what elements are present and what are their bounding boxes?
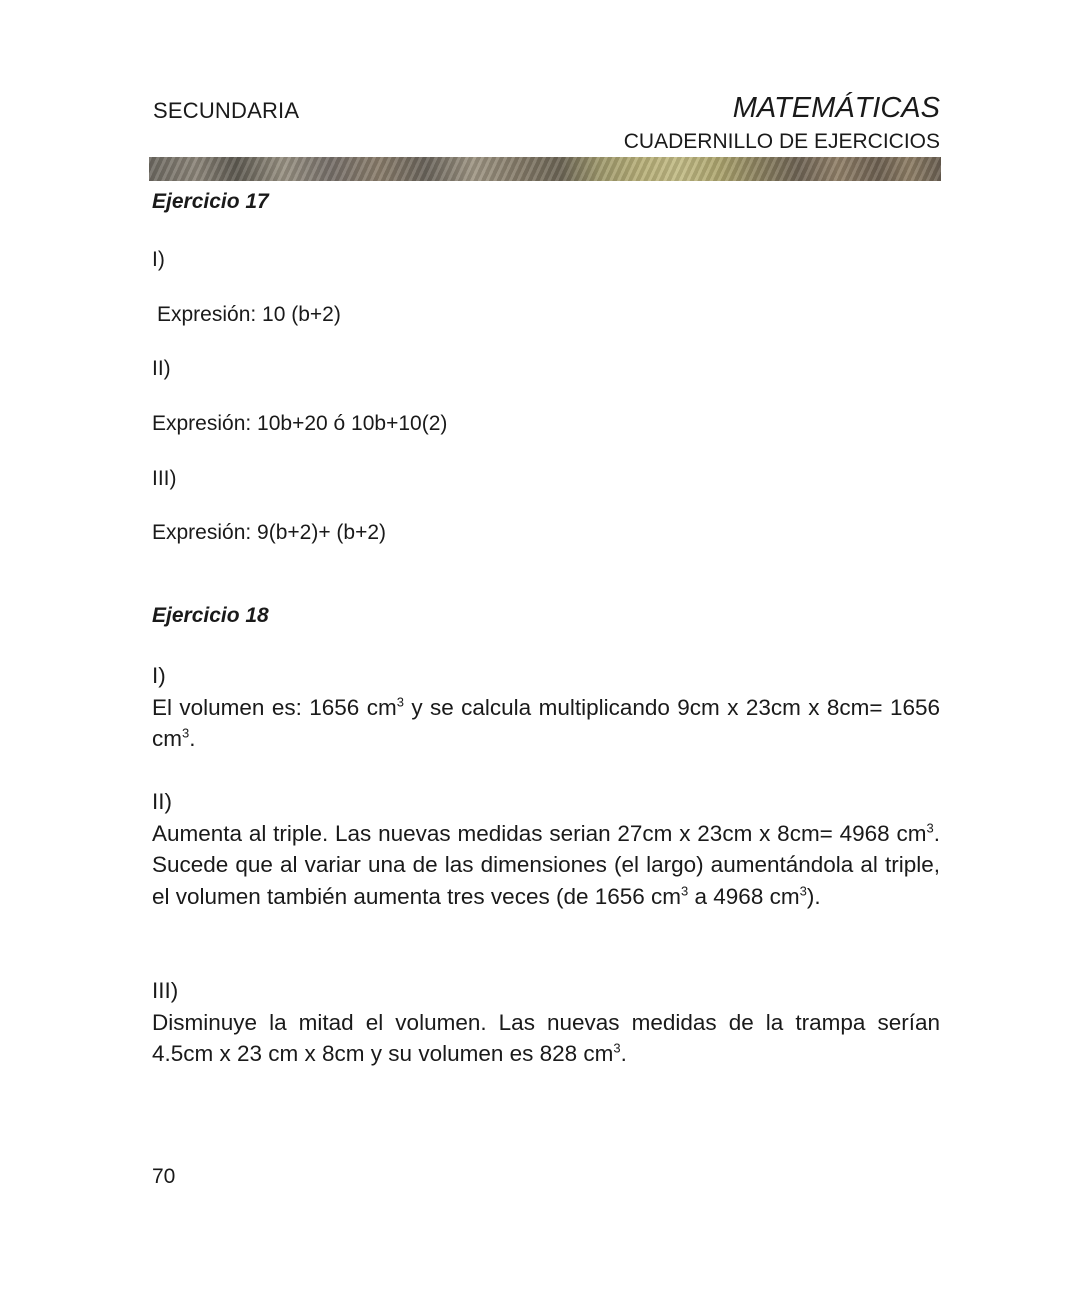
ejercicio-18-item-3-label: III) [152, 978, 179, 1003]
ejercicio-18-item-3-text: . [620, 1041, 627, 1066]
header-level: SECUNDARIA [153, 98, 300, 123]
exponent: 3 [182, 725, 190, 741]
ejercicio-18-item-3 [152, 975, 940, 1070]
ejercicio-18-item-1 [152, 660, 940, 755]
exponent: 3 [799, 883, 807, 898]
ejercicio-18-item-2-text: . Sucede que al variar una de las dimensiones (el largo) aumentándola al triple, el volumen también aumenta tres veces (de 1656 cm [152, 820, 940, 909]
ejercicio-18-item-3-text: Disminuye la mitad el volumen. Las nuevas medidas de la trampa serían 4.5cm x 23 cm x 8cm y su volumen es 828 cm [152, 1009, 940, 1066]
ejercicio-17-item-1-expression: Expresión: 10 (b+2) [157, 303, 341, 326]
ejercicio-18-item-2-text: ). [806, 883, 821, 909]
ejercicio-18-item-2 [152, 786, 940, 912]
ejercicio-18-item-1-text: El volumen es: 1656 cm [152, 694, 397, 720]
ejercicio-17-title: Ejercicio 17 [152, 190, 269, 213]
ejercicio-17-item-2-label: II) [152, 357, 171, 380]
ejercicio-18-item-2-label: II) [152, 789, 172, 814]
ejercicio-18-item-1-text: y se calcula multiplicando 9cm x 23cm x 8cm= 1656 cm [152, 694, 940, 751]
ejercicio-18-title: Ejercicio 18 [152, 604, 269, 627]
ejercicio-18-item-1-text: . [189, 726, 196, 751]
ejercicio-18-item-1-label: I) [152, 663, 166, 688]
exponent: 3 [613, 1040, 621, 1056]
page-number: 70 [152, 1165, 176, 1188]
ejercicio-17-item-1-label: I) [152, 248, 165, 271]
ejercicio-18-item-2-text: a 4968 cm [688, 883, 800, 909]
exponent: 3 [681, 883, 689, 898]
header-subtitle: CUADERNILLO DE EJERCICIOS [623, 130, 940, 153]
header-subject: MATEMÁTICAS [732, 92, 940, 124]
exponent: 3 [926, 820, 934, 835]
header-banner-image [149, 157, 941, 181]
ejercicio-17-item-3-expression: Expresión: 9(b+2)+ (b+2) [152, 521, 387, 544]
exponent: 3 [396, 694, 404, 709]
ejercicio-17-item-2-expression: Expresión: 10b+20 ó 10b+10(2) [152, 412, 448, 435]
ejercicio-17-item-3-label: III) [152, 467, 177, 490]
ejercicio-18-item-2-text: Aumenta al triple. Las nuevas medidas serian 27cm x 23cm x 8cm= 4968 cm [152, 820, 927, 846]
